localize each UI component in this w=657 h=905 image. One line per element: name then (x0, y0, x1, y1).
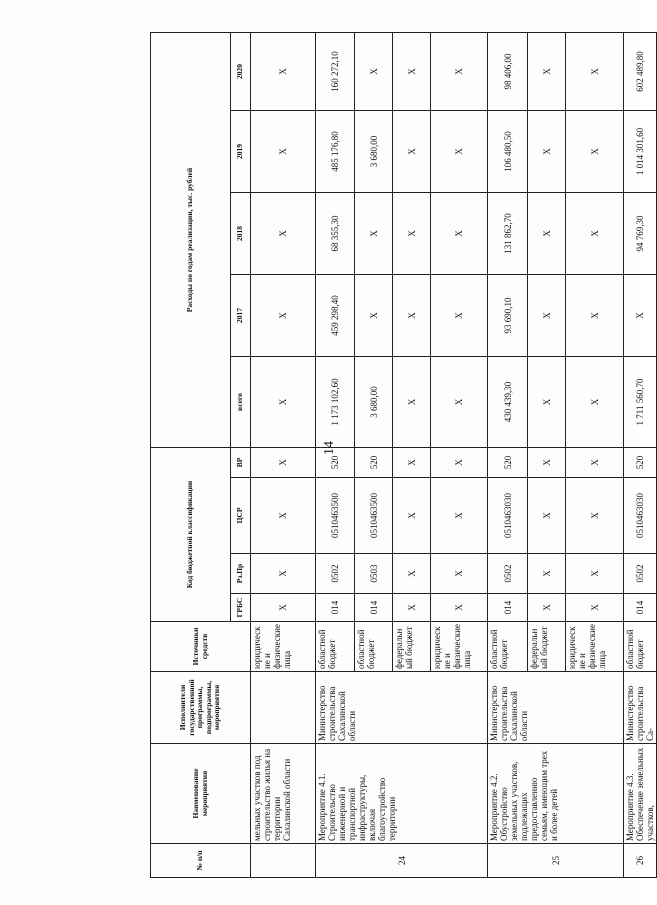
header-2020: 2020 (231, 32, 251, 110)
cell-2020: 98 406,00 (488, 32, 528, 110)
expenses-table (150, 32, 657, 878)
cell-grbs: X (431, 594, 488, 622)
cell-csr: X (566, 478, 624, 554)
cell-2017: X (624, 275, 657, 357)
cell-2019: 3 680,00 (355, 111, 393, 193)
cell-name: Мероприятие 4.1. Строительство инженерной и транспортной инфраструктуры, включая благоустройство территории (316, 744, 488, 844)
cell-2017: X (393, 275, 431, 357)
cell-total: X (251, 357, 316, 448)
cell-2020: X (393, 32, 431, 110)
cell-2019: 485 176,80 (316, 111, 355, 193)
cell-2020: X (431, 32, 488, 110)
cell-name: мельных участков под строительство жилья на территории Сахалинской области (251, 744, 316, 844)
cell-rzpr: X (528, 554, 566, 594)
cell-source: федеральный бюджет (528, 622, 566, 672)
cell-total: 3 680,00 (355, 357, 393, 448)
table-row (624, 32, 657, 877)
cell-2017: X (251, 275, 316, 357)
cell-2020: 602 489,80 (624, 32, 657, 110)
cell-grbs: 014 (624, 594, 657, 622)
cell-csr: 0510463030 (624, 478, 657, 554)
cell-vr: X (528, 448, 566, 478)
cell-2018: X (528, 193, 566, 275)
cell-num: 25 (488, 844, 624, 878)
cell-executor (251, 672, 316, 744)
cell-source: юридические и физические лица (566, 622, 624, 672)
cell-2017: X (566, 275, 624, 357)
cell-2018: X (251, 193, 316, 275)
cell-total: 1 173 102,60 (316, 357, 355, 448)
table-row (316, 32, 355, 877)
cell-source: юридические и физические лица (431, 622, 488, 672)
cell-2017: X (528, 275, 566, 357)
cell-vr: X (431, 448, 488, 478)
rotated-table-container (150, 33, 655, 878)
cell-grbs: X (528, 594, 566, 622)
cell-executor: Министерство строительства Сахалинской области (488, 672, 624, 744)
cell-2020: X (566, 32, 624, 110)
cell-2019: X (528, 111, 566, 193)
cell-source: федеральный бюджет (393, 622, 431, 672)
header-vr: ВР (231, 448, 251, 478)
cell-grbs: X (393, 594, 431, 622)
cell-name: Мероприятие 4.2. Обустройство земельных участков, подлежащих предоставлению семьям, имеющим трех и более детей (488, 744, 624, 844)
cell-vr: X (251, 448, 316, 478)
cell-2018: X (431, 193, 488, 275)
header-num: № п/п (151, 844, 251, 878)
cell-source: областной бюджет (355, 622, 393, 672)
cell-source: юридические и физические лица (251, 622, 316, 672)
header-code-group: Код бюджетной классификации (151, 448, 231, 622)
cell-total: 1 711 560,70 (624, 357, 657, 448)
cell-grbs: 014 (488, 594, 528, 622)
header-grbs: ГРБС (231, 594, 251, 622)
cell-2018: 131 862,70 (488, 193, 528, 275)
cell-2018: X (355, 193, 393, 275)
cell-csr: X (528, 478, 566, 554)
cell-executor: Министерство строительства Са- (624, 672, 657, 744)
cell-num: 24 (316, 844, 488, 878)
cell-2020: X (251, 32, 316, 110)
cell-2019: X (431, 111, 488, 193)
cell-total: 430 439,30 (488, 357, 528, 448)
cell-grbs: 014 (316, 594, 355, 622)
cell-grbs: 014 (355, 594, 393, 622)
table-row (251, 32, 316, 877)
cell-2017: X (355, 275, 393, 357)
cell-executor: Министерство строительства Сахалинской области (316, 672, 488, 744)
header-csr: ЦСР (231, 478, 251, 554)
cell-vr: 520 (624, 448, 657, 478)
cell-2020: X (355, 32, 393, 110)
cell-2019: X (566, 111, 624, 193)
cell-source: областной бюджет (316, 622, 355, 672)
cell-2019: X (393, 111, 431, 193)
table-row (488, 32, 528, 877)
cell-2020: 160 272,10 (316, 32, 355, 110)
cell-vr: X (393, 448, 431, 478)
cell-num: 26 (624, 844, 657, 878)
cell-vr: 520 (355, 448, 393, 478)
cell-rzpr: 0502 (316, 554, 355, 594)
cell-csr: 0510463030 (488, 478, 528, 554)
cell-2017: 93 690,10 (488, 275, 528, 357)
cell-2018: 94 769,30 (624, 193, 657, 275)
cell-2018: X (393, 193, 431, 275)
cell-total: X (566, 357, 624, 448)
cell-csr: X (251, 478, 316, 554)
cell-rzpr: X (566, 554, 624, 594)
cell-rzpr: 0502 (624, 554, 657, 594)
cell-vr: X (566, 448, 624, 478)
header-executors: Исполнители государственной программы, подпрограммы, мероприятия (151, 672, 251, 744)
cell-total: X (393, 357, 431, 448)
cell-csr: X (431, 478, 488, 554)
cell-total: X (528, 357, 566, 448)
cell-csr: 0510463500 (355, 478, 393, 554)
cell-2018: 68 355,30 (316, 193, 355, 275)
header-total: всего (231, 357, 251, 448)
cell-rzpr: 0503 (355, 554, 393, 594)
header-name: Наименование мероприятия (151, 744, 251, 844)
cell-2019: 1 014 301,60 (624, 111, 657, 193)
cell-2019: 106 480,50 (488, 111, 528, 193)
cell-2020: X (528, 32, 566, 110)
cell-vr: 520 (316, 448, 355, 478)
header-2017: 2017 (231, 275, 251, 357)
cell-source: областной бюджет (624, 622, 657, 672)
header-expenses-group: Расходы по годам реализации, тыс. рублей (151, 32, 231, 447)
header-source: Источники средств (151, 622, 251, 672)
cell-source: областной бюджет (488, 622, 528, 672)
cell-2018: X (566, 193, 624, 275)
header-2019: 2019 (231, 111, 251, 193)
cell-csr: 0510463500 (316, 478, 355, 554)
cell-name: Мероприятие 4.3. Обеспечение земельных участков, (624, 744, 657, 844)
header-rzpr: Рз.Пр (231, 554, 251, 594)
cell-rzpr: X (393, 554, 431, 594)
cell-rzpr: X (251, 554, 316, 594)
cell-rzpr: 0502 (488, 554, 528, 594)
header-2018: 2018 (231, 193, 251, 275)
cell-vr: 520 (488, 448, 528, 478)
cell-total: X (431, 357, 488, 448)
cell-grbs: X (566, 594, 624, 622)
page-number: 14 (322, 441, 337, 455)
cell-grbs: X (251, 594, 316, 622)
cell-2017: 459 298,40 (316, 275, 355, 357)
cell-csr: X (393, 478, 431, 554)
cell-rzpr: X (431, 554, 488, 594)
cell-2017: X (431, 275, 488, 357)
cell-2019: X (251, 111, 316, 193)
cell-num (251, 844, 316, 878)
